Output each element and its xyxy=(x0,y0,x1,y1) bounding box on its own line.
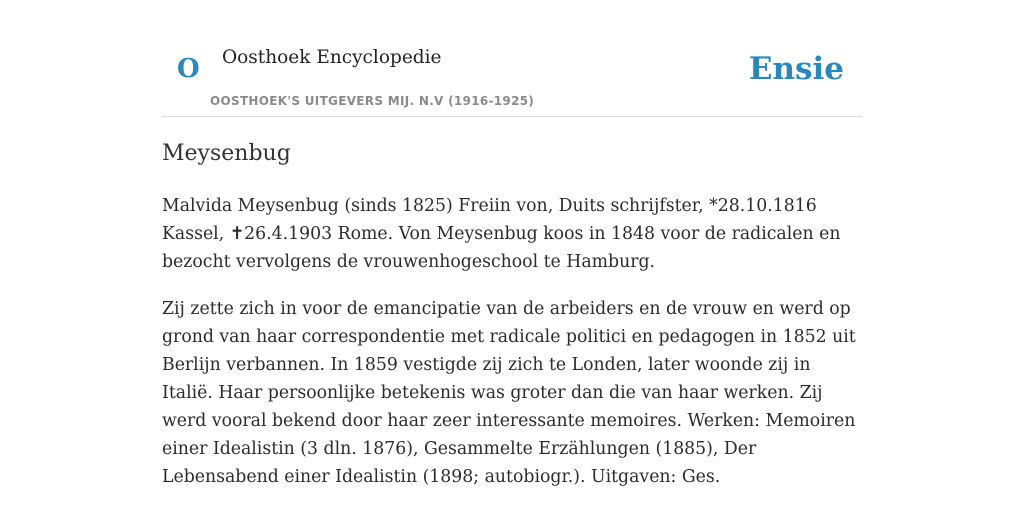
publisher-label: OOSTHOEK'S UITGEVERS MIJ. N.V (1916-1925) xyxy=(210,94,535,108)
source-logo-icon: O xyxy=(177,54,200,84)
entry-paragraph: Zij zette zich in voor de emancipatie van de arbeiders en de vrouw en werd op grond van haar correspondentie met radicale politici en pedagogen in 1852 uit Berlijn verbannen. In 1859 vestigde zij zich te Londen, later woonde zij in Italië. Haar persoonlijke betekenis was groter dan die van haar werken. Zij werd vooral bekend door haar zeer interessante memoires. Werken: Memoiren einer Idealistin (3 dln. 1876), Gesammelte Erzählungen (1885), Der Lebensabend einer Idealistin (1898; autobiogr.). Uitgaven: Ges. xyxy=(162,299,856,487)
entry-paragraph: Malvida Meysenbug (sinds 1825) Freiin von, Duits schrijfster, *28.10.1816 Kassel, ✝26.4.1903 Rome. Von Meysenbug koos in 1848 voor de radicalen en bezocht vervolgens de vrouwenhogeschool te Hamburg. xyxy=(162,196,841,272)
source-header xyxy=(162,0,862,117)
page-container xyxy=(162,0,862,487)
ensie-logo-link[interactable]: Ensie xyxy=(748,51,844,87)
entry-body xyxy=(162,192,862,510)
source-title-link[interactable]: Oosthoek Encyclopedie xyxy=(222,47,442,68)
entry-title: Meysenbug xyxy=(162,141,291,166)
